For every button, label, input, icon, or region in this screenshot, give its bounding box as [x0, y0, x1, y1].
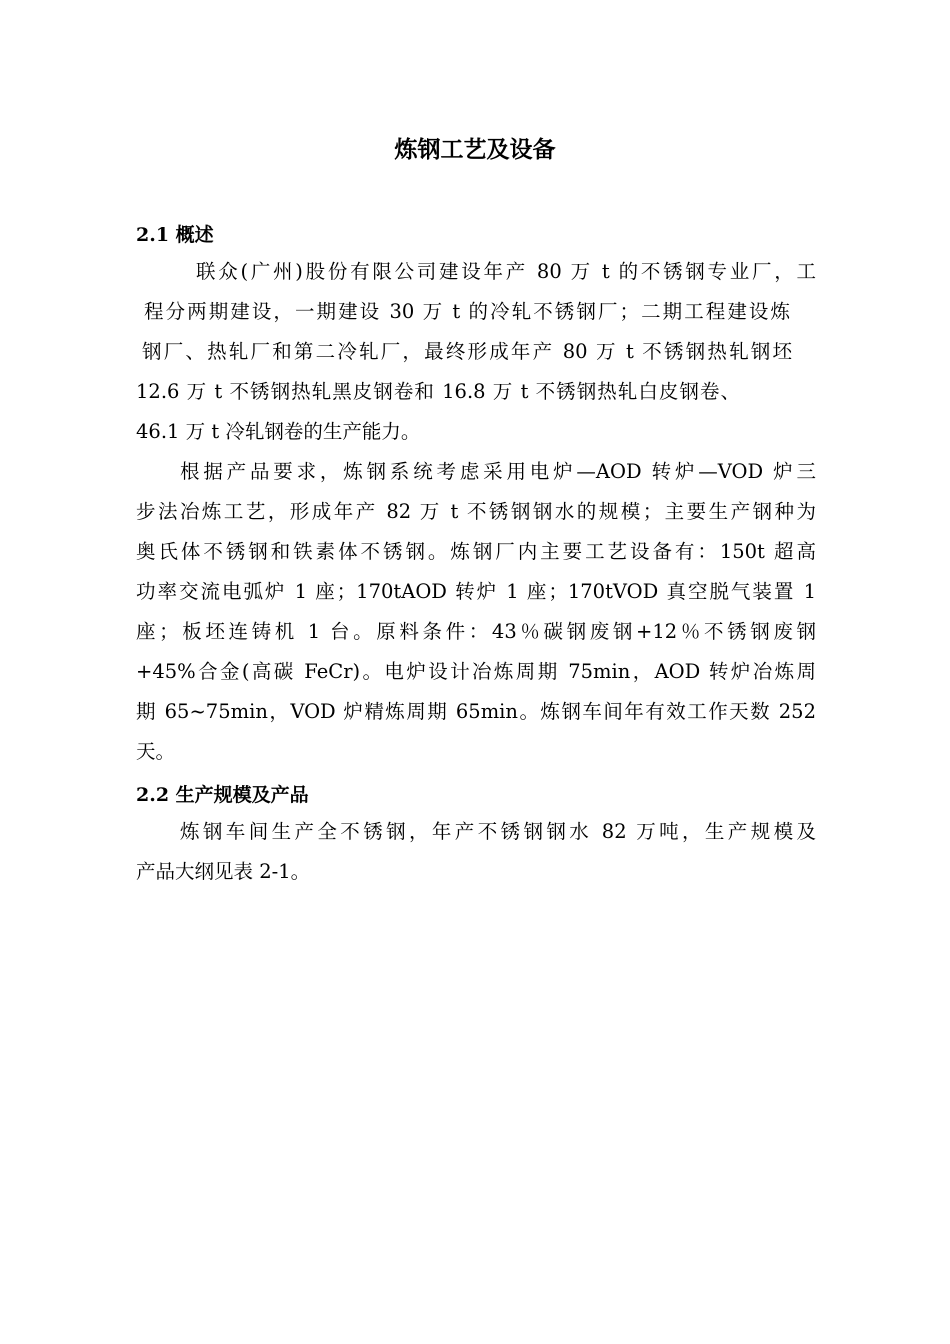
paragraph-production-scale [136, 812, 816, 892]
text-line: 产品大纲见表 2-1。 [136, 860, 311, 883]
text-line: +45%合金(高碳 FeCr)。电炉设计冶炼周期 75min，AOD 转炉冶炼周 [136, 660, 816, 683]
paragraph-overview-1 [136, 252, 816, 452]
text-line: 根据产品要求，炼钢系统考虑采用电炉—AOD 转炉—VOD 炉三 [180, 460, 816, 483]
document-title: 炼钢工艺及设备 [394, 136, 556, 163]
text-line: 46.1 万 t 冷轧钢卷的生产能力。 [136, 420, 421, 443]
text-line: 钢厂、热轧厂和第二冷轧厂，最终形成年产 80 万 t 不锈钢热轧钢坯 [142, 340, 792, 363]
text-line: 步法冶炼工艺，形成年产 82 万 t 不锈钢钢水的规模；主要生产钢种为 [136, 500, 816, 523]
text-line: 12.6 万 t 不锈钢热轧黑皮钢卷和 16.8 万 t 不锈钢热轧白皮钢卷、 [136, 380, 740, 403]
section-heading-overview: 2.1 概述 [136, 224, 214, 246]
text-line: 功率交流电弧炉 1 座；170tAOD 转炉 1 座；170tVOD 真空脱气装置 1 [136, 580, 816, 603]
text-line: 期 65~75min，VOD 炉精炼周期 65min。炼钢车间年有效工作天数 252 [136, 700, 816, 723]
document-body [136, 218, 816, 892]
text-line: 程分两期建设，一期建设 30 万 t 的冷轧不锈钢厂；二期工程建设炼 [144, 300, 790, 323]
text-line: 炼钢车间生产全不锈钢，年产不锈钢钢水 82 万吨，生产规模及 [180, 820, 816, 843]
section-heading-production-scale: 2.2 生产规模及产品 [136, 784, 309, 806]
text-line: 座；板坯连铸机 1 台。原料条件：43％碳钢废钢+12％不锈钢废钢 [136, 620, 816, 643]
paragraph-overview-2 [136, 452, 816, 772]
text-line: 联众(广州)股份有限公司建设年产 80 万 t 的不锈钢专业厂，工 [196, 260, 816, 283]
text-line: 奥氏体不锈钢和铁素体不锈钢。炼钢厂内主要工艺设备有：150t 超高 [136, 540, 816, 563]
text-line: 天。 [136, 740, 176, 763]
